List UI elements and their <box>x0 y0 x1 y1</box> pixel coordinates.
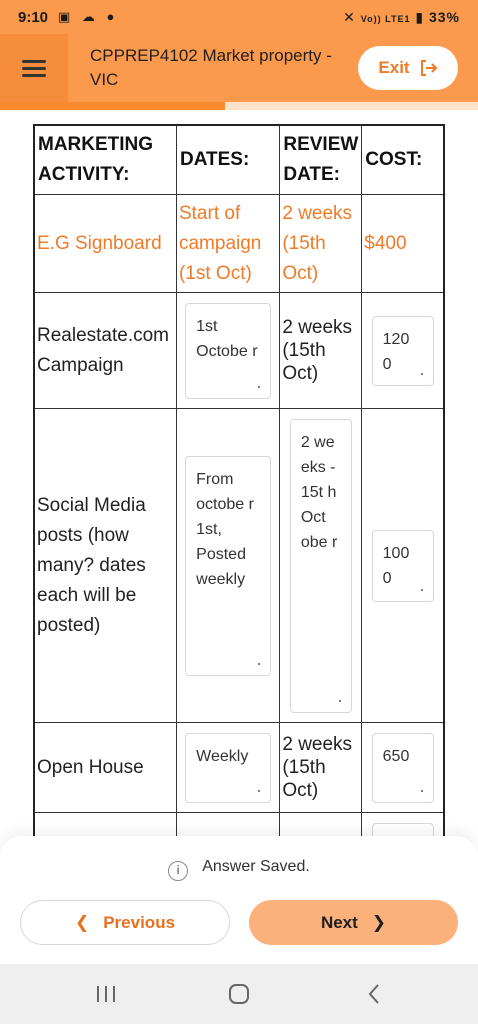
review-text: 2 weeks (15th Oct) <box>280 293 362 409</box>
hamburger-icon <box>22 56 46 81</box>
previous-button[interactable] <box>20 900 230 945</box>
cost-input[interactable]: 650 <box>372 733 434 803</box>
example-activity: E.G Signboard <box>34 195 176 293</box>
example-review: 2 weeks (15th Oct) <box>280 195 362 293</box>
next-label: Next <box>320 912 358 932</box>
back-button[interactable] <box>362 981 386 1007</box>
activity-label: Open House <box>34 723 176 813</box>
header-cost: COST: <box>362 125 444 195</box>
status-bar <box>0 0 478 34</box>
review-text: 2 weeks (15th Oct) <box>280 723 362 813</box>
review-input[interactable]: 2 we eks - 15t h Oct obe r <box>290 419 352 713</box>
header-review: REVIEW DATE: <box>280 125 362 195</box>
table-row <box>34 723 444 813</box>
question-content[interactable] <box>0 110 478 836</box>
recent-apps-button[interactable] <box>94 981 118 1007</box>
app-bar <box>0 34 478 102</box>
example-row <box>34 195 444 293</box>
activity-label: Realestate.com Campaign <box>34 293 176 409</box>
recent-apps-icon <box>95 984 117 1004</box>
table-row <box>34 293 444 409</box>
signal-icon: ▮ <box>415 9 425 25</box>
header-dates: DATES: <box>176 125 279 195</box>
status-time: 9:10 <box>18 9 49 26</box>
dates-input[interactable]: From octobe r 1st, Posted weekly <box>185 456 271 676</box>
header-activity: MARKETING ACTIVITY: <box>34 125 176 195</box>
progress-fill <box>0 102 225 110</box>
save-status <box>0 858 478 881</box>
cost-input[interactable]: 100 0 <box>372 530 434 602</box>
progress-bar <box>0 102 478 110</box>
system-nav-bar <box>0 964 478 1024</box>
mute-icon: ✕ <box>343 9 356 25</box>
previous-label: Previous <box>103 912 176 932</box>
logout-icon <box>418 58 438 78</box>
info-icon: i <box>168 861 188 881</box>
status-right <box>343 9 460 26</box>
page-title: CPPREP4102 Market property - VIC <box>90 46 332 89</box>
table-row <box>34 409 444 723</box>
activity-label: Social Media posts (how many? dates each will be posted) <box>34 409 176 723</box>
exit-label: Exit <box>378 58 410 77</box>
dates-input[interactable]: 1st Octobe r <box>185 303 271 399</box>
example-cost: $400 <box>362 195 444 293</box>
notification-icons: ▣ ☁ ● <box>58 9 119 24</box>
network-label: Vo)) LTE1 <box>360 14 411 24</box>
home-icon <box>228 983 250 1005</box>
example-dates: Start of campaign (1st Oct) <box>176 195 279 293</box>
next-button[interactable] <box>249 900 458 945</box>
dates-input[interactable]: Weekly <box>185 733 271 803</box>
menu-button[interactable] <box>0 34 68 102</box>
battery-label: 33% <box>428 9 460 25</box>
footer-panel <box>0 836 478 964</box>
chevron-left-icon: ❮ <box>74 912 90 932</box>
chevron-right-icon: ❯ <box>371 912 387 932</box>
exit-button[interactable] <box>358 46 458 90</box>
cost-input[interactable] <box>372 823 434 836</box>
back-icon <box>366 982 382 1006</box>
table-header-row <box>34 125 444 195</box>
saved-text: Answer Saved. <box>202 858 310 875</box>
cost-input[interactable]: 120 0 <box>372 316 434 386</box>
table-row <box>34 813 444 837</box>
home-button[interactable] <box>227 981 251 1007</box>
marketing-table <box>33 124 445 836</box>
